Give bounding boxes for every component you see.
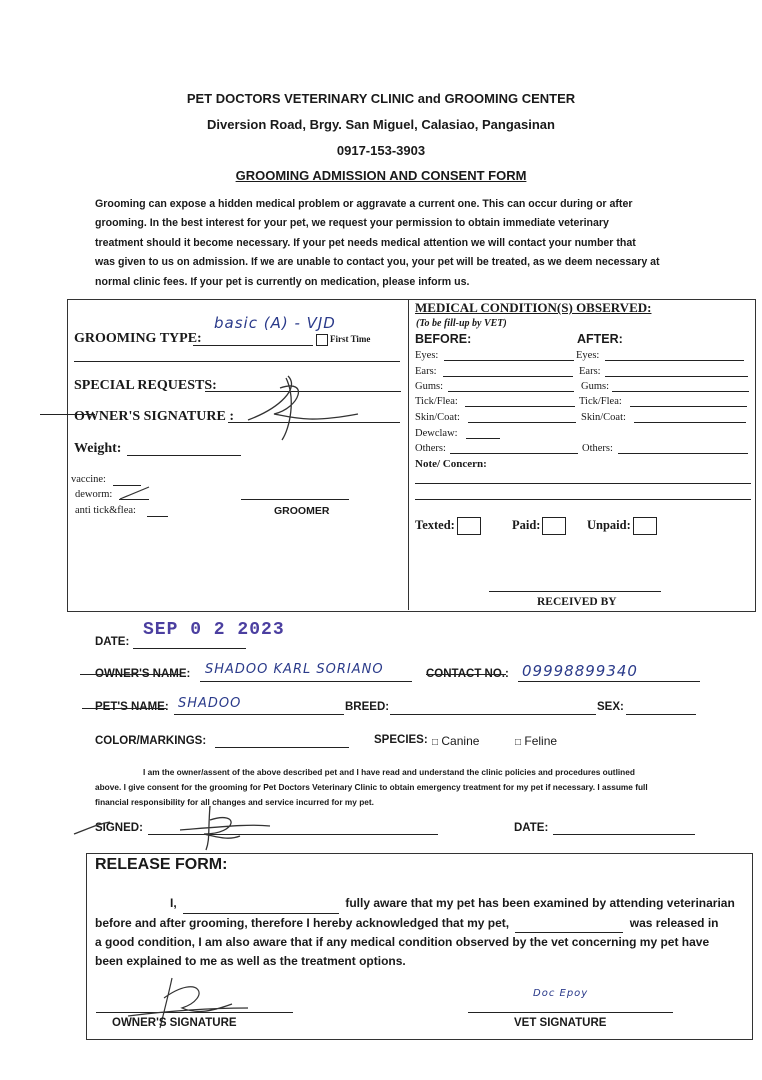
date-field[interactable] [133,648,246,649]
before-ears-label: Ears: [415,366,437,377]
owner-signature-scribble-1 [240,368,365,448]
after-others-label: Others: [582,443,613,454]
before-tickflea-field[interactable] [465,406,575,407]
sex-field[interactable] [626,714,696,715]
before-others-field[interactable] [450,453,578,454]
contact-label: CONTACT NO.: [426,668,509,680]
vet-signature-value: Doc Epoy [533,988,589,999]
vaccine-label: vaccine: [71,474,106,485]
box-divider [408,299,409,610]
pet-name-value[interactable]: SHADOO [178,696,242,711]
after-skin-field[interactable] [634,422,746,423]
grooming-type-label: GROOMING TYPE: [74,331,202,346]
after-others-field[interactable] [618,453,748,454]
release-paragraph: I, fully aware that my pet has been examined by attending veterinarian before and after grooming, therefore I hereby acknowledged that my pet, was released in a good condition, I am also aware that if any medical condition observed by the vet concerning my pet have been explained to me as well as the treatment options. [95,896,735,968]
note-line-2[interactable] [415,499,751,500]
owner-signature-caption: OWNER'S SIGNATURE [112,1017,237,1029]
before-skin-label: Skin/Coat: [415,412,460,423]
before-eyes-field[interactable] [444,360,574,361]
feline-option[interactable]: □ Feline [515,734,558,748]
release-title: RELEASE FORM: [95,856,228,873]
signed-label: SIGNED: [95,822,143,834]
sex-label: SEX: [597,701,624,713]
owner-name-label: OWNER'S NAME: [95,668,191,680]
after-tickflea-field[interactable] [630,406,747,407]
before-eyes-label: Eyes: [415,350,439,361]
after-gums-field[interactable] [612,391,749,392]
contact-value[interactable]: 09998899340 [522,662,638,680]
pet-name-field[interactable] [174,714,344,715]
before-tickflea-label: Tick/Flea: [415,396,458,407]
received-by-label: RECEIVED BY [537,596,617,608]
release-name-field[interactable] [183,894,339,914]
color-markings-label: COLOR/MARKINGS: [95,735,207,747]
before-others-label: Others: [415,443,446,454]
weight-label: Weight: [74,441,122,456]
deworm-label: deworm: [75,489,113,500]
dewclaw-label: Dewclaw: [415,428,458,439]
before-gums-label: Gums: [415,381,444,392]
after-gums-label: Gums: [581,381,610,392]
consent-paragraph: I am the owner/assent of the above described pet and I have read and understand the clinic policies and procedures outlined above. I give consent for the grooming for Pet Doctors Veterinary Clinic to obtain emergency treatment for my pet if necessary. I assume full financial responsibility for all changes and service incurred for my pet. [95,767,648,807]
groomer-signature-line[interactable] [241,499,349,500]
clinic-address: Diversion Road, Brgy. San Miguel, Calasiao, Pangasinan [207,117,555,132]
clinic-name: PET DOCTORS VETERINARY CLINIC and GROOMING CENTER [186,91,576,106]
vet-signature-caption: VET SIGNATURE [514,1017,607,1029]
first-time-checkbox[interactable]: First Time [316,334,370,346]
owner-name-value[interactable]: SHADOO KARL SORIANO [205,662,384,677]
note-line-1[interactable] [415,483,751,484]
medical-title: MEDICAL CONDITION(S) OBSERVED: [415,300,652,315]
grooming-type-value[interactable]: basic (A) - VJD [214,314,336,332]
vet-signature-line[interactable] [468,1012,673,1013]
after-eyes-field[interactable] [605,360,744,361]
breed-field[interactable] [390,714,596,715]
canine-option[interactable]: □ Canine [432,734,480,748]
medical-subtitle: (To be fill-up by VET) [416,318,507,329]
after-ears-label: Ears: [579,366,601,377]
consent-date-label: DATE: [514,822,549,834]
groomer-label: GROOMER [274,505,330,517]
date-stamp: SEP 0 2 2023 [143,620,285,640]
form-title: GROOMING ADMISSION AND CONSENT FORM [235,168,527,183]
texted-checkbox[interactable]: Texted: [415,517,481,535]
special-requests-label: SPECIAL REQUESTS: [74,378,217,393]
after-skin-label: Skin/Coat: [581,412,626,423]
note-label: Note/ Concern: [415,458,487,470]
before-skin-field[interactable] [468,422,576,423]
before-ears-field[interactable] [443,376,573,377]
after-tickflea-label: Tick/Flea: [579,396,622,407]
dewclaw-field[interactable] [466,438,500,439]
contact-field[interactable] [518,681,700,682]
breed-label: BREED: [345,701,390,713]
before-label: BEFORE: [415,332,472,346]
species-label: SPECIES: [374,734,428,746]
clinic-phone: 0917-153-3903 [336,143,426,158]
signed-signature-scribble [70,800,290,855]
anti-tick-field[interactable] [147,516,168,517]
intro-paragraph: Grooming can expose a hidden medical problem or aggravate a current one. This can occur during or after grooming. In the best interest for your pet, we request your permission to obtain immediate veterinary treatment should it become necessary. If your pet needs medical attention we will contact your number that was given to us on admission. If we are unable to contact you, your pet will be treated, as we deem necessary at normal clinic fees. If your pet is currently on medication, please inform us. [95,198,660,288]
after-ears-field[interactable] [605,376,748,377]
owner-signature-label: OWNER'S SIGNATURE : [74,409,234,424]
pet-name-label: PET'S NAME: [95,701,169,713]
consent-date-field[interactable] [553,834,695,835]
paid-checkbox[interactable]: Paid: [512,517,566,535]
received-by-line[interactable] [489,591,661,592]
before-gums-field[interactable] [448,391,574,392]
release-pet-field[interactable] [515,914,623,934]
unpaid-checkbox[interactable]: Unpaid: [587,517,657,535]
after-label: AFTER: [577,332,623,346]
date-label: DATE: [95,636,130,648]
after-eyes-label: Eyes: [576,350,600,361]
anti-tick-label: anti tick&flea: [75,505,136,516]
color-markings-field[interactable] [215,747,349,748]
weight-field[interactable] [127,455,241,456]
owner-name-field[interactable] [200,681,412,682]
